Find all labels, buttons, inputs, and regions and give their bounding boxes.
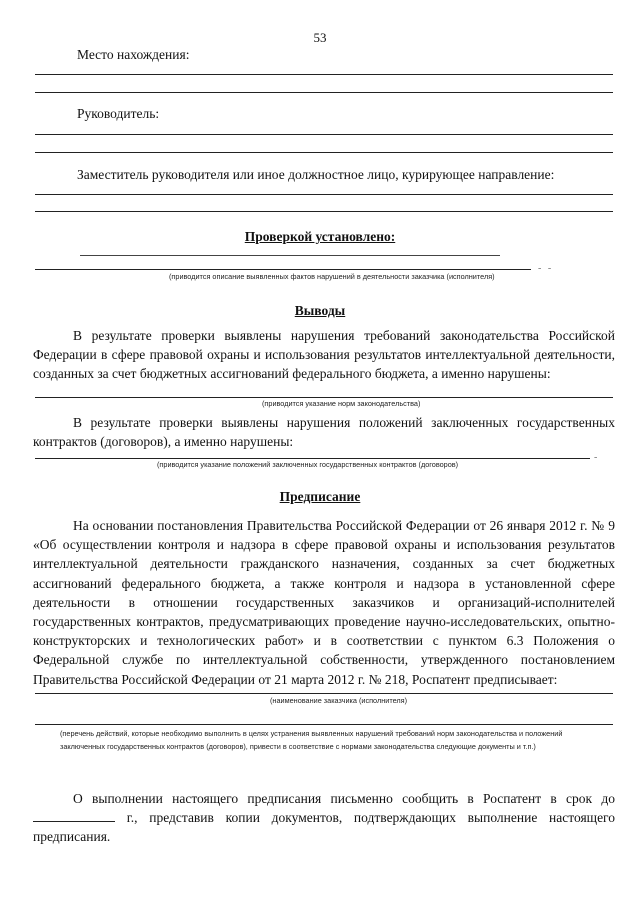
conclusions-paragraph-1: В результате проверки выявлены нарушения требований законодательства Российской Федерации в сфере правовой охраны и использования результатов интеллектуальной деятельности, созданных за счет бюджетных ассигнований федерального бюджета, а именно нарушены: <box>33 328 615 382</box>
head-line-2 <box>35 152 613 153</box>
customer-line <box>35 693 613 694</box>
deadline-blank <box>33 809 115 822</box>
actions-caption-1: (перечень действий, которые необходимо выполнить в целях устранения выявленных нарушений требований норм законодательства и положений <box>60 729 563 738</box>
page-number: 53 <box>313 30 327 45</box>
customer-caption: (наименование заказчика (исполнителя) <box>270 696 408 705</box>
location-line-1 <box>35 74 613 75</box>
conclusions-heading: Выводы <box>294 303 346 318</box>
actions-line <box>35 724 613 725</box>
inspection-heading: Проверкой установлено: <box>244 229 396 244</box>
head-label: Руководитель: <box>77 106 160 121</box>
actions-caption-2: заключенных государственных контрактов (договоров), привести в соответствие с нормами законодательства следующие документы и т.п.) <box>60 742 536 751</box>
conclusions-caption-2: (приводится указание положений заключенных государственных контрактов (договоров) <box>157 460 459 469</box>
closing-paragraph <box>33 789 615 847</box>
inspection-line-fade: - - <box>538 263 554 274</box>
deputy-line-2 <box>35 211 613 212</box>
order-paragraph: На основании постановления Правительства Российской Федерации от 26 января 2012 г. № 9 «Об осуществлении контроля и надзора в сфере правовой охраны и использования результатов интеллектуальной деятельности гражданского назначения, созданных за счет бюджетных ассигнований федерального бюджета, а также контроля и надзора в установленной сфере деятельности в отношении государственных заказчиков и организаций-исполнителей государственных контрактов, предусматривающих проведение научно-исследовательских, опытно-конструкторских и технологических работ» и в соответствии с пунктом 6.3 Положения о Федеральной службе по интеллектуальной собственности, утвержденного постановлением Правительства Российской Федерации от 21 марта 2012 г. № 218, Роспатент предписывает: <box>33 518 615 687</box>
deputy-label: Заместитель руководителя или иное должностное лицо, курирующее направление: <box>77 167 555 182</box>
location-label: Место нахождения: <box>77 47 190 62</box>
conclusions-paragraph-2: В результате проверки выявлены нарушения положений заключенных государственных контрактов (договоров), а именно нарушены: <box>33 415 615 450</box>
closing-suffix: г., представив копии документов, подтверждающих выполнение настоящего предписания. <box>33 810 616 845</box>
head-line-1 <box>35 134 613 135</box>
conclusions-caption-1: (приводится указание норм законодательства) <box>262 399 421 408</box>
conclusions-line-1 <box>35 397 613 398</box>
deputy-line-1 <box>35 194 613 195</box>
inspection-line-1 <box>80 255 500 256</box>
conclusions-line-2 <box>35 458 590 459</box>
location-line-2 <box>35 92 613 93</box>
order-heading: Предписание <box>279 489 361 504</box>
inspection-caption: (приводится описание выявленных фактов нарушений в деятельности заказчика (исполнителя) <box>169 272 495 281</box>
inspection-line-2 <box>35 269 531 270</box>
closing-prefix: до <box>601 791 616 806</box>
conclusions-line-fade: - <box>594 452 600 463</box>
closing-line-1: О выполнении настоящего предписания письменно сообщить в Роспатент в срок <box>73 791 593 806</box>
